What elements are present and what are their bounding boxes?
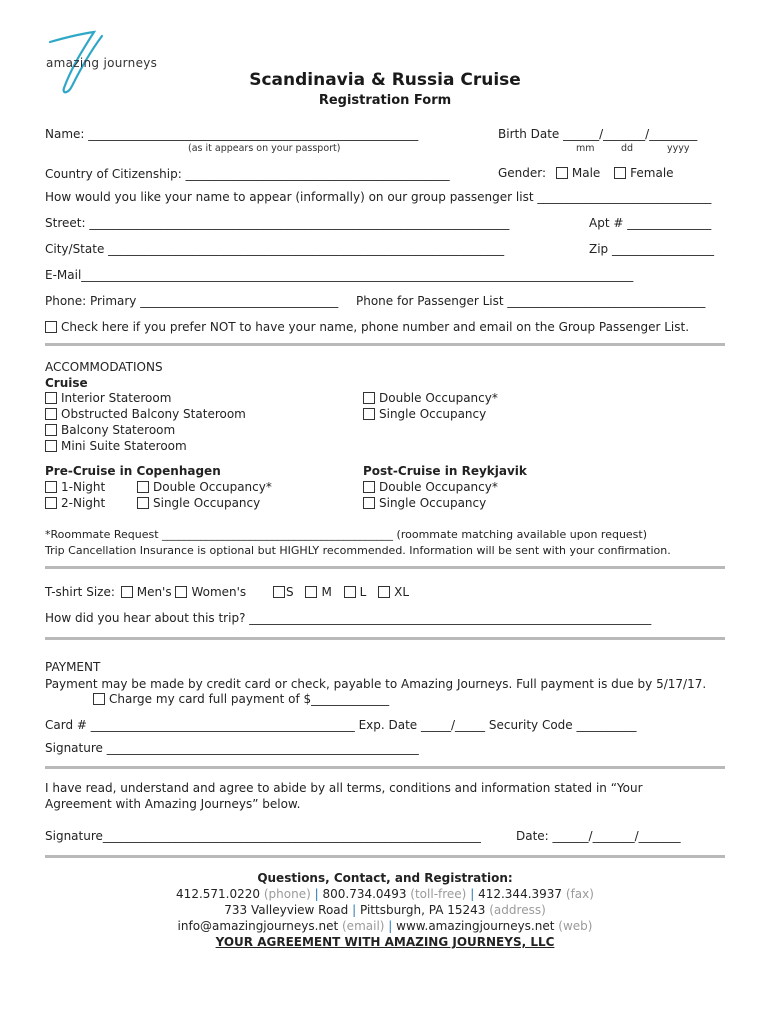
payment-signature-field[interactable]: Signature ____________________________________________________ — [45, 741, 419, 755]
tshirt-womens-checkbox[interactable] — [175, 586, 187, 598]
agreement-link[interactable]: YOUR AGREEMENT WITH AMAZING JOURNEYS, LLC — [215, 935, 555, 949]
email-field[interactable]: E-Mail____________________________________________________________________________________________ — [45, 268, 634, 282]
occupancy-checkbox[interactable] — [363, 408, 375, 420]
section-divider — [45, 637, 725, 640]
post-cruise-heading: Post-Cruise in Reykjavik — [363, 464, 527, 478]
apt-field[interactable]: Apt # ______________ — [589, 216, 712, 230]
footer-phone: 412.571.0220 — [176, 887, 261, 901]
footer-address-label: (address) — [489, 903, 546, 917]
logo-text: amazing journeys — [46, 56, 158, 70]
card-field[interactable]: Card # ____________________________________________ Exp. Date _____/_____ Security Code __________ — [45, 718, 637, 732]
gender-label: Gender: — [498, 166, 547, 180]
agreement-date-field[interactable]: Date: ______/_______/_______ — [516, 829, 681, 843]
cruise-option-label: Interior Stateroom — [61, 391, 172, 405]
cruise-option — [45, 439, 187, 453]
cruise-option-label: Obstructed Balcony Stateroom — [61, 407, 246, 421]
phone-primary-field[interactable]: Phone: Primary _________________________________ — [45, 294, 339, 308]
footer-fax: 412.344.3937 — [478, 887, 563, 901]
privacy-option — [45, 320, 689, 334]
pre-night-label: 2-Night — [61, 496, 106, 510]
charge-checkbox[interactable] — [93, 693, 105, 705]
size-s-checkbox[interactable] — [273, 586, 285, 598]
pre-occupancy-checkbox[interactable] — [137, 497, 149, 509]
cruise-option — [45, 407, 246, 421]
citizenship-field[interactable]: Country of Citizenship: ____________________________________________ — [45, 167, 450, 181]
agreement-signature-field[interactable]: Signature_______________________________________________________________ — [45, 829, 481, 843]
hear-about-field[interactable]: How did you hear about this trip? ___________________________________________________________________ — [45, 611, 652, 625]
footer-email-label: (email) — [342, 919, 385, 933]
pre-night-checkbox[interactable] — [45, 481, 57, 493]
payment-note: Payment may be made by credit card or check, payable to Amazing Journeys. Full payment is due by 5/17/17. — [45, 677, 707, 691]
tshirt-womens-label: Women's — [191, 585, 247, 599]
footer-address: 733 Valleyview Road — [224, 903, 349, 917]
tshirt-label: T-shirt Size: — [45, 585, 115, 599]
footer-phone-label: (phone) — [263, 887, 311, 901]
footer-separator: | — [314, 887, 319, 901]
gender-female-label: Female — [630, 166, 674, 180]
birth-yyyy-label: yyyy — [667, 143, 690, 154]
section-divider — [45, 343, 725, 346]
informal-name-field[interactable]: How would you like your name to appear (informally) on our group passenger list _____________________________ — [45, 190, 712, 204]
footer-email-link[interactable]: info@amazingjourneys.net — [177, 919, 339, 933]
footer-tollfree-label: (toll-free) — [410, 887, 467, 901]
tshirt-sizes — [273, 585, 409, 599]
insurance-note: Trip Cancellation Insurance is optional but HIGHLY recommended. Information will be sent with your confirmation. — [45, 544, 671, 557]
cruise-checkbox[interactable] — [45, 440, 57, 452]
occupancy-label: Single Occupancy — [379, 407, 487, 421]
tshirt-row — [45, 585, 246, 599]
footer-phones — [0, 887, 770, 901]
name-field[interactable]: Name: _______________________________________________________ — [45, 127, 419, 141]
footer-address-row — [0, 903, 770, 917]
post-occupancy-label: Single Occupancy — [379, 496, 487, 510]
occupancy-option — [363, 391, 498, 405]
cruise-heading: Cruise — [45, 376, 88, 390]
pre-night-checkbox[interactable] — [45, 497, 57, 509]
footer-separator: | — [388, 919, 393, 933]
occupancy-checkbox[interactable] — [363, 392, 375, 404]
post-occupancy-label: Double Occupancy* — [379, 480, 498, 494]
size-xl-label: XL — [394, 585, 410, 599]
page-title: Scandinavia & Russia Cruise — [249, 70, 521, 90]
birth-date-field[interactable]: Birth Date ______/_______/________ — [498, 127, 698, 141]
privacy-checkbox[interactable] — [45, 321, 57, 333]
tshirt-mens-label: Men's — [136, 585, 172, 599]
occupancy-option — [363, 407, 486, 421]
size-l-checkbox[interactable] — [344, 586, 356, 598]
charge-label: Charge my card full payment of $_____________ — [109, 692, 390, 706]
size-l-label: L — [359, 585, 367, 599]
pre-occupancy-checkbox[interactable] — [137, 481, 149, 493]
agreement-line-1: I have read, understand and agree to abide by all terms, conditions and information stated in “Your — [45, 781, 643, 795]
pre-occupancy-label: Double Occupancy* — [153, 480, 272, 494]
section-divider — [45, 766, 725, 769]
gender-group — [498, 166, 674, 180]
size-s-label: S — [286, 585, 294, 599]
gender-male-label: Male — [571, 166, 601, 180]
footer-separator: | — [352, 903, 357, 917]
name-note: (as it appears on your passport) — [188, 143, 341, 154]
footer-heading: Questions, Contact, and Registration: — [257, 871, 513, 885]
street-field[interactable]: Street: ______________________________________________________________________ — [45, 216, 510, 230]
cruise-checkbox[interactable] — [45, 408, 57, 420]
post-occupancy-option — [363, 480, 498, 494]
post-occupancy-option — [363, 496, 486, 510]
footer-fax-label: (fax) — [565, 887, 594, 901]
pre-night-label: 1-Night — [61, 480, 106, 494]
footer-separator: | — [470, 887, 475, 901]
size-m-checkbox[interactable] — [305, 586, 317, 598]
cruise-checkbox[interactable] — [45, 424, 57, 436]
size-m-label: M — [321, 585, 332, 599]
roommate-request-field[interactable]: *Roommate Request __________________________________________ (roommate matching available upon request) — [45, 528, 648, 541]
cruise-option — [45, 423, 175, 437]
pre-occupancy-option — [137, 480, 272, 494]
footer-tollfree: 800.734.0493 — [322, 887, 407, 901]
section-divider — [45, 855, 725, 858]
pre-occupancy-label: Single Occupancy — [153, 496, 261, 510]
agreement-line-2: Agreement with Amazing Journeys” below. — [45, 797, 301, 811]
pre-night-option — [45, 480, 105, 494]
footer-city: Pittsburgh, PA 15243 — [359, 903, 486, 917]
privacy-label: Check here if you prefer NOT to have your name, phone number and email on the Group Passenger List. — [61, 320, 690, 334]
gender-male-checkbox[interactable] — [556, 167, 568, 179]
page-subtitle: Registration Form — [318, 93, 452, 108]
phone-passenger-list-field[interactable]: Phone for Passenger List _________________________________ — [356, 294, 706, 308]
post-occupancy-checkbox[interactable] — [363, 481, 375, 493]
section-divider — [45, 566, 725, 569]
cruise-option — [45, 391, 171, 405]
zip-field[interactable]: Zip _________________ — [589, 242, 714, 256]
gender-female-checkbox[interactable] — [614, 167, 626, 179]
birth-dd-label: dd — [621, 143, 634, 154]
pre-occupancy-option — [137, 496, 260, 510]
post-occupancy-checkbox[interactable] — [363, 497, 375, 509]
footer-web-label: (web) — [558, 919, 593, 933]
footer-web-link[interactable]: www.amazingjourneys.net — [396, 919, 555, 933]
accommodations-heading: ACCOMMODATIONS — [45, 360, 163, 374]
cruise-option-label: Balcony Stateroom — [61, 423, 176, 437]
charge-option — [93, 692, 389, 706]
payment-heading: PAYMENT — [45, 660, 101, 674]
cruise-option-label: Mini Suite Stateroom — [61, 439, 187, 453]
tshirt-mens-checkbox[interactable] — [121, 586, 133, 598]
occupancy-label: Double Occupancy* — [379, 391, 498, 405]
cruise-checkbox[interactable] — [45, 392, 57, 404]
footer-web-row — [0, 919, 770, 933]
birth-mm-label: mm — [576, 143, 595, 154]
pre-night-option — [45, 496, 105, 510]
size-xl-checkbox[interactable] — [378, 586, 390, 598]
city-state-field[interactable]: City/State __________________________________________________________________ — [45, 242, 505, 256]
pre-cruise-heading: Pre-Cruise in Copenhagen — [45, 464, 221, 478]
